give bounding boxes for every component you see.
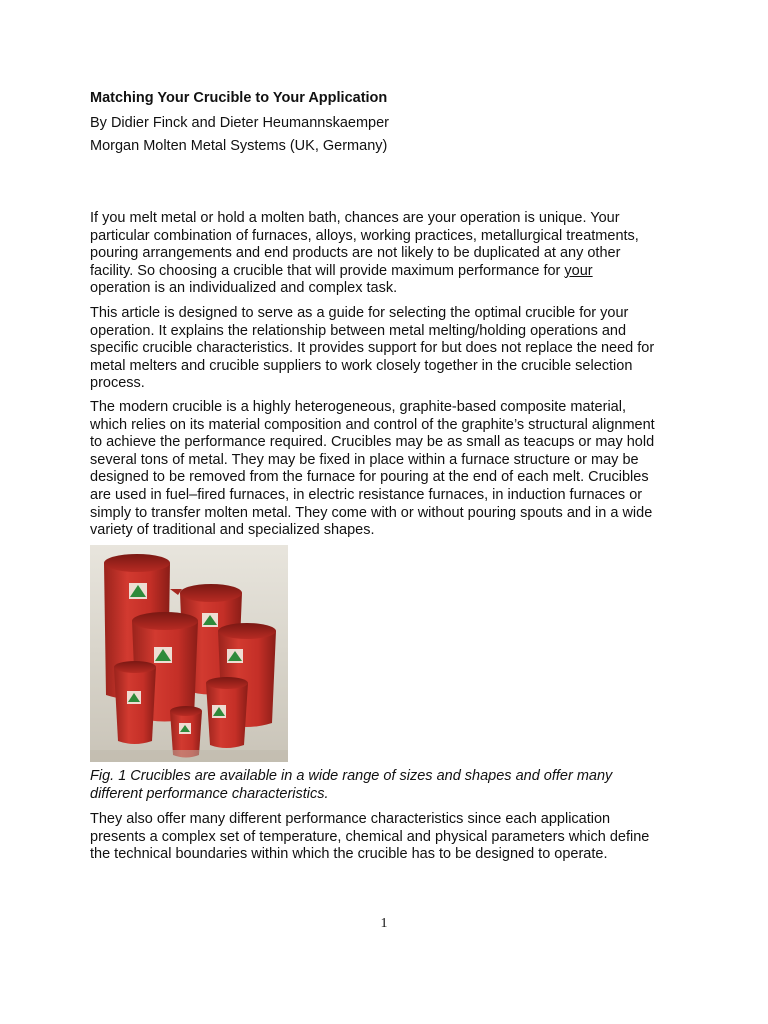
crucible-small-right (206, 677, 248, 748)
text-line: They also offer many different performance characteristics since each application (90, 811, 611, 827)
text-line: are used in fuel–fired furnaces, in electric resistance furnaces, in induction furnaces or (90, 486, 643, 503)
text-line: designed to be removed from the furnace for pouring at the end of each melt. Crucibles (90, 469, 649, 486)
paragraph-intro (90, 210, 690, 298)
text-line: If you melt metal or hold a molten bath, chances are your operation is unique. Your (90, 210, 620, 226)
text-line: several tons of metal. They may be fixed in place within a furnace structure or may be (90, 451, 639, 468)
text-line: presents a complex set of temperature, chemical and physical parameters which define (90, 828, 650, 845)
text-line: which relies on its material composition and control of the graphite’s structural alignment (90, 416, 655, 433)
caption-line: different performance characteristics. (90, 785, 329, 802)
paragraph-characteristics (90, 811, 690, 864)
text-line: The modern crucible is a highly heterogeneous, graphite-based composite material, (90, 399, 626, 415)
text-line: process. (90, 375, 145, 392)
figure-caption (90, 768, 612, 803)
article-title: Matching Your Crucible to Your Application (90, 90, 388, 106)
text-line (90, 263, 690, 281)
paragraph-modern-crucible (90, 399, 690, 540)
text-line: variety of traditional and specialized shapes. (90, 522, 375, 539)
caption-line: Fig. 1 Crucibles are available in a wide range of sizes and shapes and offer many (90, 768, 613, 784)
text-line: metal melters and crucible suppliers to work closely together in the crucible selection (90, 357, 633, 374)
page-number: 1 (380, 916, 388, 931)
text-line: This article is designed to serve as a guide for selecting the optimal crucible for your (90, 305, 629, 321)
text-line: particular combination of furnaces, alloys, working practices, metallurgical treatments, (90, 227, 639, 244)
text-line: simply to transfer molten metal. They come with or without pouring spouts and in a wide (90, 504, 653, 521)
text-line: to achieve the performance required. Crucibles may be as small as teacups or may hold (90, 434, 655, 451)
underlined-word: your (564, 262, 593, 279)
crucible-small-left (114, 661, 156, 744)
text-line: the technical boundaries within which the crucible has to be designed to operate. (90, 846, 608, 863)
text-fragment: facility. So choosing a crucible that will provide maximum performance for (90, 262, 565, 279)
article-authors: By Didier Finck and Dieter Heumannskaemper (90, 115, 389, 131)
paragraph-purpose (90, 305, 690, 393)
text-line: operation is an individualized and complex task. (90, 280, 398, 297)
text-line: pouring arrangements and end products are not likely to be duplicated at any other (90, 245, 621, 262)
article-affiliation: Morgan Molten Metal Systems (UK, Germany) (90, 138, 388, 154)
crucible-tiny (170, 706, 202, 758)
text-line: specific crucible characteristics. It provides support for but does not replace the need for (90, 340, 655, 357)
crucibles-photo (90, 545, 288, 762)
text-line: operation. It explains the relationship between metal melting/holding operations and (90, 322, 627, 339)
